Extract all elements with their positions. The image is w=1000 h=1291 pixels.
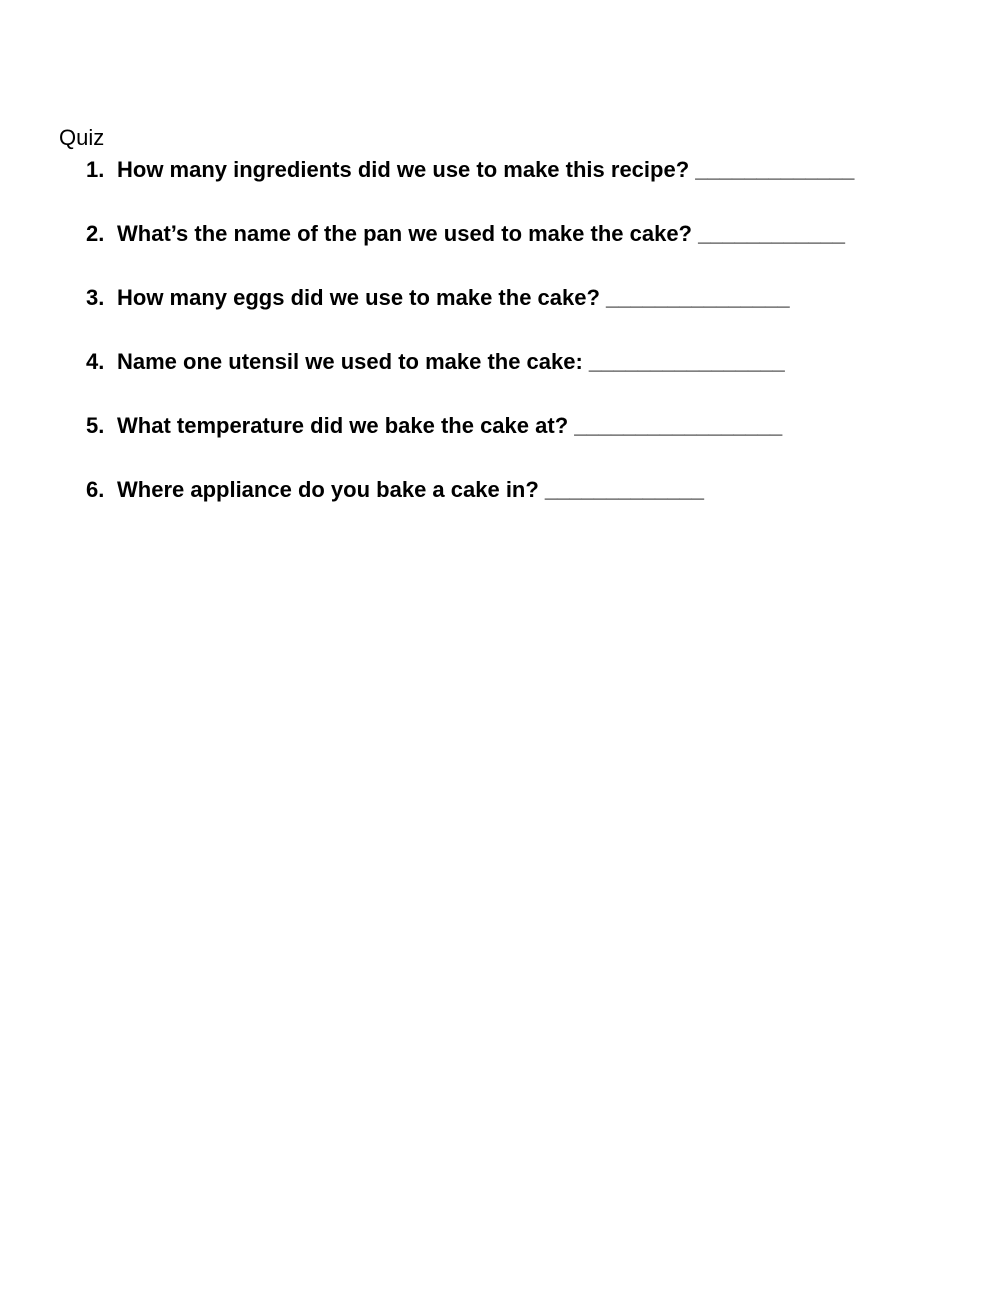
- question-text: How many ingredients did we use to make this recipe? _____________: [117, 157, 855, 182]
- question-number: 2.: [86, 221, 105, 246]
- quiz-title: Quiz: [59, 125, 105, 150]
- question-item-5: [86, 412, 946, 440]
- question-item-2: [86, 220, 946, 248]
- question-text: Name one utensil we used to make the cake: ________________: [117, 349, 785, 374]
- question-number: 4.: [86, 349, 105, 374]
- question-text: What’s the name of the pan we used to make the cake? ____________: [117, 221, 845, 246]
- question-number: 5.: [86, 413, 105, 438]
- question-number: 3.: [86, 285, 105, 310]
- question-item-4: [86, 348, 946, 376]
- question-text: What temperature did we bake the cake at? _________________: [117, 413, 783, 438]
- question-item-3: [86, 284, 946, 312]
- question-item-6: [86, 476, 946, 504]
- question-text: How many eggs did we use to make the cake? _______________: [117, 285, 790, 310]
- question-number: 6.: [86, 477, 105, 502]
- question-number: 1.: [86, 157, 105, 182]
- question-item-1: [86, 156, 946, 184]
- question-text: Where appliance do you bake a cake in? _____________: [117, 477, 704, 502]
- question-list: [86, 156, 946, 540]
